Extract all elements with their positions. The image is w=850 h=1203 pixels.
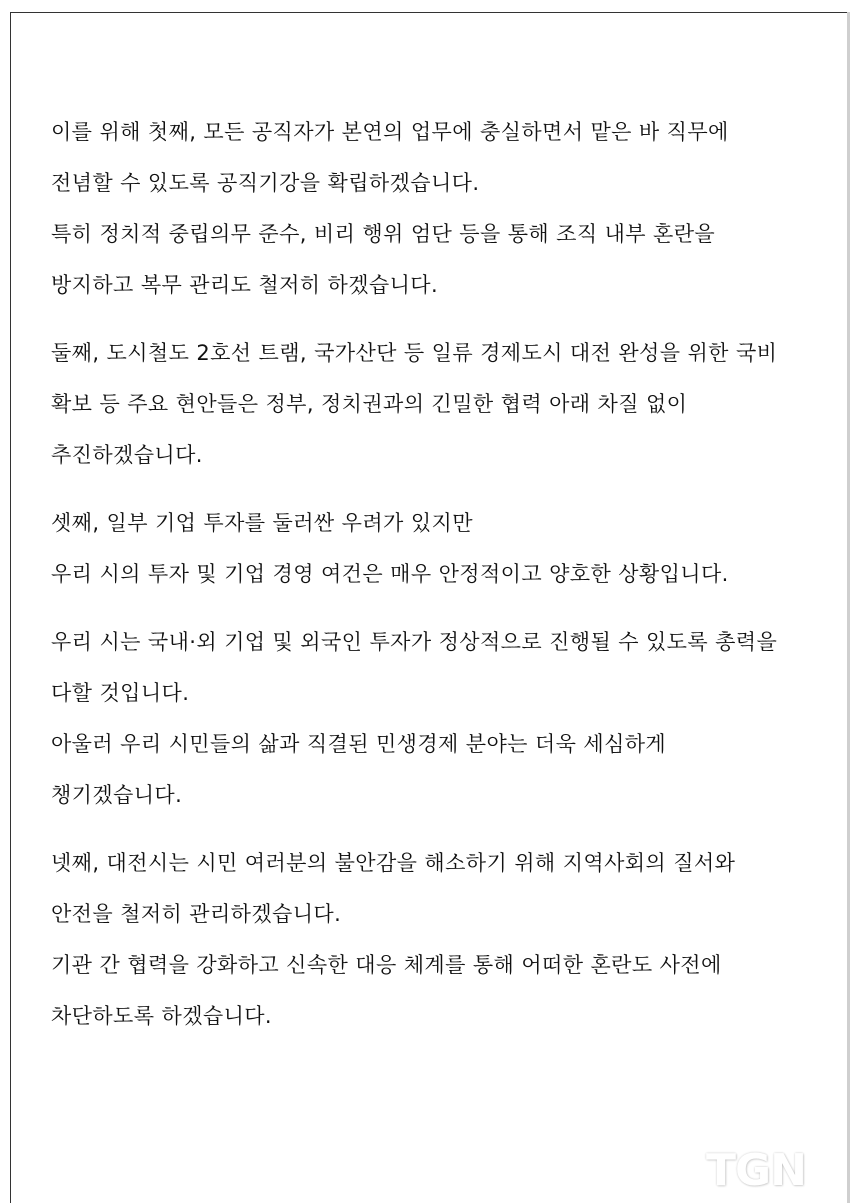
text-line: 추진하겠습니다. bbox=[51, 443, 203, 467]
text-line: 우리 시는 국내·외 기업 및 외국인 투자가 정상적으로 진행될 수 있도록 총력을 bbox=[51, 630, 778, 654]
paragraph-4 bbox=[51, 629, 841, 808]
text-line: 방지하고 복무 관리도 철저히 하겠습니다. bbox=[51, 273, 439, 297]
document-page bbox=[10, 12, 848, 1203]
text-line: 기관 간 협력을 강화하고 신속한 대응 체계를 통해 어떠한 혼란도 사전에 bbox=[51, 953, 722, 977]
paragraph-3 bbox=[51, 510, 841, 587]
text-line: 셋째, 일부 기업 투자를 둘러싼 우려가 있지만 bbox=[51, 511, 473, 535]
watermark-logo: TGN bbox=[706, 1145, 806, 1196]
text-line: 안전을 철저히 관리하겠습니다. bbox=[51, 902, 342, 926]
text-line: 챙기겠습니다. bbox=[51, 783, 183, 807]
text-line: 둘째, 도시철도 2호선 트램, 국가산단 등 일류 경제도시 대전 완성을 위한 국비 bbox=[51, 341, 778, 365]
paragraph-2 bbox=[51, 340, 841, 468]
paragraph-5 bbox=[51, 850, 841, 1029]
text-line: 우리 시의 투자 및 기업 경영 여건은 매우 안정적이고 양호한 상황입니다. bbox=[51, 562, 729, 586]
text-line: 넷째, 대전시는 시민 여러분의 불안감을 해소하기 위해 지역사회의 질서와 bbox=[51, 851, 736, 875]
document-body bbox=[51, 119, 841, 1054]
text-line: 전념할 수 있도록 공직기강을 확립하겠습니다. bbox=[51, 171, 480, 195]
paragraph-1 bbox=[51, 119, 841, 298]
text-line: 다할 것입니다. bbox=[51, 681, 190, 705]
text-line: 확보 등 주요 현안들은 정부, 정치권과의 긴밀한 협력 아래 차질 없이 bbox=[51, 392, 688, 416]
text-line: 이를 위해 첫째, 모든 공직자가 본연의 업무에 충실하면서 맡은 바 직무에 bbox=[51, 120, 729, 144]
text-line: 차단하도록 하겠습니다. bbox=[51, 1004, 273, 1028]
text-line: 아울러 우리 시민들의 삶과 직결된 민생경제 분야는 더욱 세심하게 bbox=[51, 732, 667, 756]
text-line: 특히 정치적 중립의무 준수, 비리 행위 엄단 등을 통해 조직 내부 혼란을 bbox=[51, 222, 716, 246]
